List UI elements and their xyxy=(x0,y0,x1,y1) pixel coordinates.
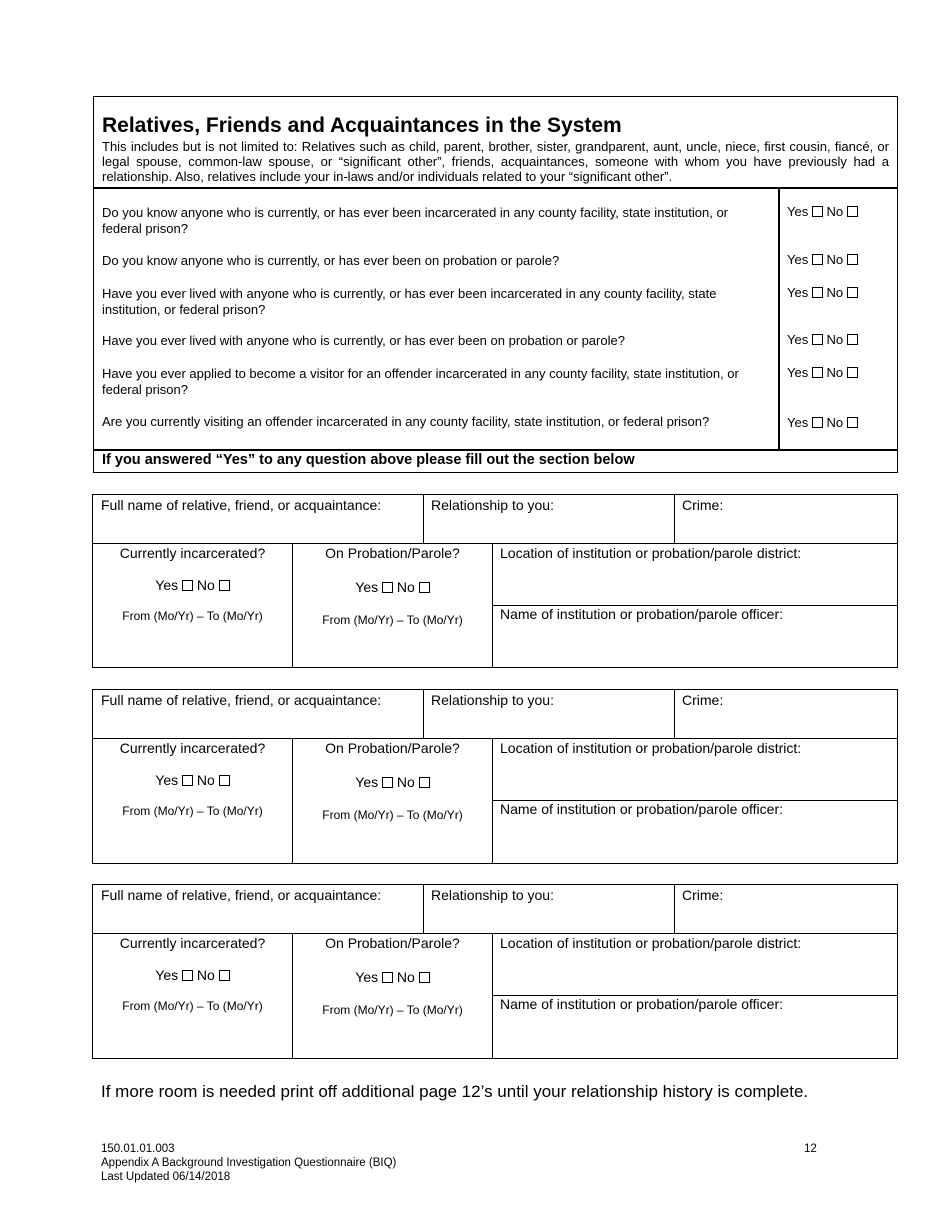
yes-label: Yes xyxy=(155,772,179,788)
yes-checkbox[interactable] xyxy=(812,206,823,217)
no-checkbox[interactable] xyxy=(219,580,230,591)
no-label: No xyxy=(196,967,215,983)
yes-checkbox[interactable] xyxy=(812,417,823,428)
full-name-field[interactable]: Full name of relative, friend, or acquaintance: xyxy=(101,497,382,513)
no-checkbox[interactable] xyxy=(847,287,858,298)
incarcerated-label: Currently incarcerated? xyxy=(119,935,266,951)
yes-label: Yes xyxy=(787,252,809,267)
full-name-field[interactable]: Full name of relative, friend, or acquaintance: xyxy=(101,692,382,708)
yes-label: Yes xyxy=(155,577,179,593)
yes-checkbox[interactable] xyxy=(812,334,823,345)
yes-label: Yes xyxy=(787,415,809,430)
yes-label: Yes xyxy=(787,365,809,380)
question-text: Have you ever applied to become a visitor for an offender incarcerated in any county facility, state institution, or federal prison? xyxy=(102,366,739,397)
probation-date-range[interactable]: From (Mo/Yr) – To (Mo/Yr) xyxy=(322,808,463,822)
question-text: Are you currently visiting an offender incarcerated in any county facility, state institution, or federal prison? xyxy=(102,414,710,429)
probation-date-range[interactable]: From (Mo/Yr) – To (Mo/Yr) xyxy=(322,1003,463,1017)
question-text: Have you ever lived with anyone who is currently, or has ever been incarcerated in any county facility, state institution, or federal prison? xyxy=(102,286,717,317)
entry-form xyxy=(92,689,898,864)
crime-field[interactable]: Crime: xyxy=(682,887,724,903)
incarcerated-label: Currently incarcerated? xyxy=(119,740,266,756)
yes-no-choice xyxy=(787,332,858,348)
yes-checkbox[interactable] xyxy=(182,775,193,786)
yes-no-choice xyxy=(787,285,858,301)
no-label: No xyxy=(396,969,415,985)
no-label: No xyxy=(826,332,844,347)
location-field[interactable]: Location of institution or probation/parole district: xyxy=(500,935,802,951)
entry-form xyxy=(92,884,898,1059)
no-label: No xyxy=(826,285,844,300)
yes-label: Yes xyxy=(787,332,809,347)
full-name-field[interactable]: Full name of relative, friend, or acquaintance: xyxy=(101,887,382,903)
no-checkbox[interactable] xyxy=(847,206,858,217)
no-label: No xyxy=(396,774,415,790)
no-checkbox[interactable] xyxy=(419,972,430,983)
incarcerated-date-range[interactable]: From (Mo/Yr) – To (Mo/Yr) xyxy=(122,999,263,1013)
relationship-field[interactable]: Relationship to you: xyxy=(431,692,554,708)
yes-no-choice xyxy=(787,365,858,381)
entry-form xyxy=(92,494,898,668)
question-text: Have you ever lived with anyone who is currently, or has ever been on probation or parole? xyxy=(102,333,625,348)
footer-doc-title: Appendix A Background Investigation Questionnaire (BIQ) xyxy=(101,1157,397,1169)
officer-field[interactable]: Name of institution or probation/parole officer: xyxy=(500,996,784,1012)
no-checkbox[interactable] xyxy=(419,582,430,593)
question-text: Do you know anyone who is currently, or has ever been incarcerated in any county facility, state institution, or federal prison? xyxy=(102,205,729,236)
officer-field[interactable]: Name of institution or probation/parole officer: xyxy=(500,801,784,817)
yes-label: Yes xyxy=(787,285,809,300)
probation-yes-no xyxy=(293,579,492,595)
section-title: Relatives, Friends and Acquaintances in the System xyxy=(102,114,622,137)
no-checkbox[interactable] xyxy=(219,775,230,786)
no-checkbox[interactable] xyxy=(847,367,858,378)
no-label: No xyxy=(826,415,844,430)
location-field[interactable]: Location of institution or probation/parole district: xyxy=(500,545,802,561)
section-intro: This includes but is not limited to: Relatives such as child, parent, brother, sister, grandparent, aunt, uncle, niece, first cousin, fiancé, or legal spouse, common-law spouse, or “significant other”, friends, acquaintances, someone with whom you have previously had a relationship. Also, relatives include your in-laws and/or individuals related to your “significant other”. xyxy=(102,139,889,184)
yes-checkbox[interactable] xyxy=(382,777,393,788)
question-text: Do you know anyone who is currently, or has ever been on probation or parole? xyxy=(102,253,560,268)
no-label: No xyxy=(826,204,844,219)
officer-field[interactable]: Name of institution or probation/parole officer: xyxy=(500,606,784,622)
probation-yes-no xyxy=(293,969,492,985)
footer-doc-number: 150.01.01.003 xyxy=(101,1143,175,1155)
yes-label: Yes xyxy=(787,204,809,219)
no-label: No xyxy=(826,365,844,380)
no-checkbox[interactable] xyxy=(847,254,858,265)
yes-no-choice xyxy=(787,204,858,220)
incarcerated-date-range[interactable]: From (Mo/Yr) – To (Mo/Yr) xyxy=(122,804,263,818)
probation-label: On Probation/Parole? xyxy=(325,935,460,951)
incarcerated-label: Currently incarcerated? xyxy=(119,545,266,561)
no-label: No xyxy=(396,579,415,595)
probation-yes-no xyxy=(293,774,492,790)
yes-label: Yes xyxy=(355,579,379,595)
page-number: 12 xyxy=(804,1143,817,1155)
relationship-field[interactable]: Relationship to you: xyxy=(431,497,554,513)
yes-checkbox[interactable] xyxy=(382,582,393,593)
no-checkbox[interactable] xyxy=(219,970,230,981)
probation-label: On Probation/Parole? xyxy=(325,545,460,561)
additional-pages-note: If more room is needed print off additional page 12’s until your relationship history is complete. xyxy=(101,1082,809,1101)
relationship-field[interactable]: Relationship to you: xyxy=(431,887,554,903)
yes-checkbox[interactable] xyxy=(812,254,823,265)
yes-label: Yes xyxy=(355,969,379,985)
yes-no-choice xyxy=(787,252,858,268)
probation-label: On Probation/Parole? xyxy=(325,740,460,756)
yes-checkbox[interactable] xyxy=(812,367,823,378)
no-checkbox[interactable] xyxy=(419,777,430,788)
incarcerated-yes-no xyxy=(93,772,292,788)
no-checkbox[interactable] xyxy=(847,334,858,345)
probation-date-range[interactable]: From (Mo/Yr) – To (Mo/Yr) xyxy=(322,613,463,627)
no-checkbox[interactable] xyxy=(847,417,858,428)
no-label: No xyxy=(196,577,215,593)
crime-field[interactable]: Crime: xyxy=(682,497,724,513)
yes-checkbox[interactable] xyxy=(382,972,393,983)
incarcerated-yes-no xyxy=(93,577,292,593)
yes-label: Yes xyxy=(155,967,179,983)
yes-checkbox[interactable] xyxy=(812,287,823,298)
incarcerated-date-range[interactable]: From (Mo/Yr) – To (Mo/Yr) xyxy=(122,609,263,623)
location-field[interactable]: Location of institution or probation/parole district: xyxy=(500,740,802,756)
yes-checkbox[interactable] xyxy=(182,580,193,591)
yes-no-choice xyxy=(787,415,858,431)
footer-updated: Last Updated 06/14/2018 xyxy=(101,1171,231,1183)
incarcerated-yes-no xyxy=(93,967,292,983)
no-label: No xyxy=(196,772,215,788)
yes-checkbox[interactable] xyxy=(182,970,193,981)
no-label: No xyxy=(826,252,844,267)
fill-instruction: If you answered “Yes” to any question above please fill out the section below xyxy=(102,452,635,468)
crime-field[interactable]: Crime: xyxy=(682,692,724,708)
yes-label: Yes xyxy=(355,774,379,790)
